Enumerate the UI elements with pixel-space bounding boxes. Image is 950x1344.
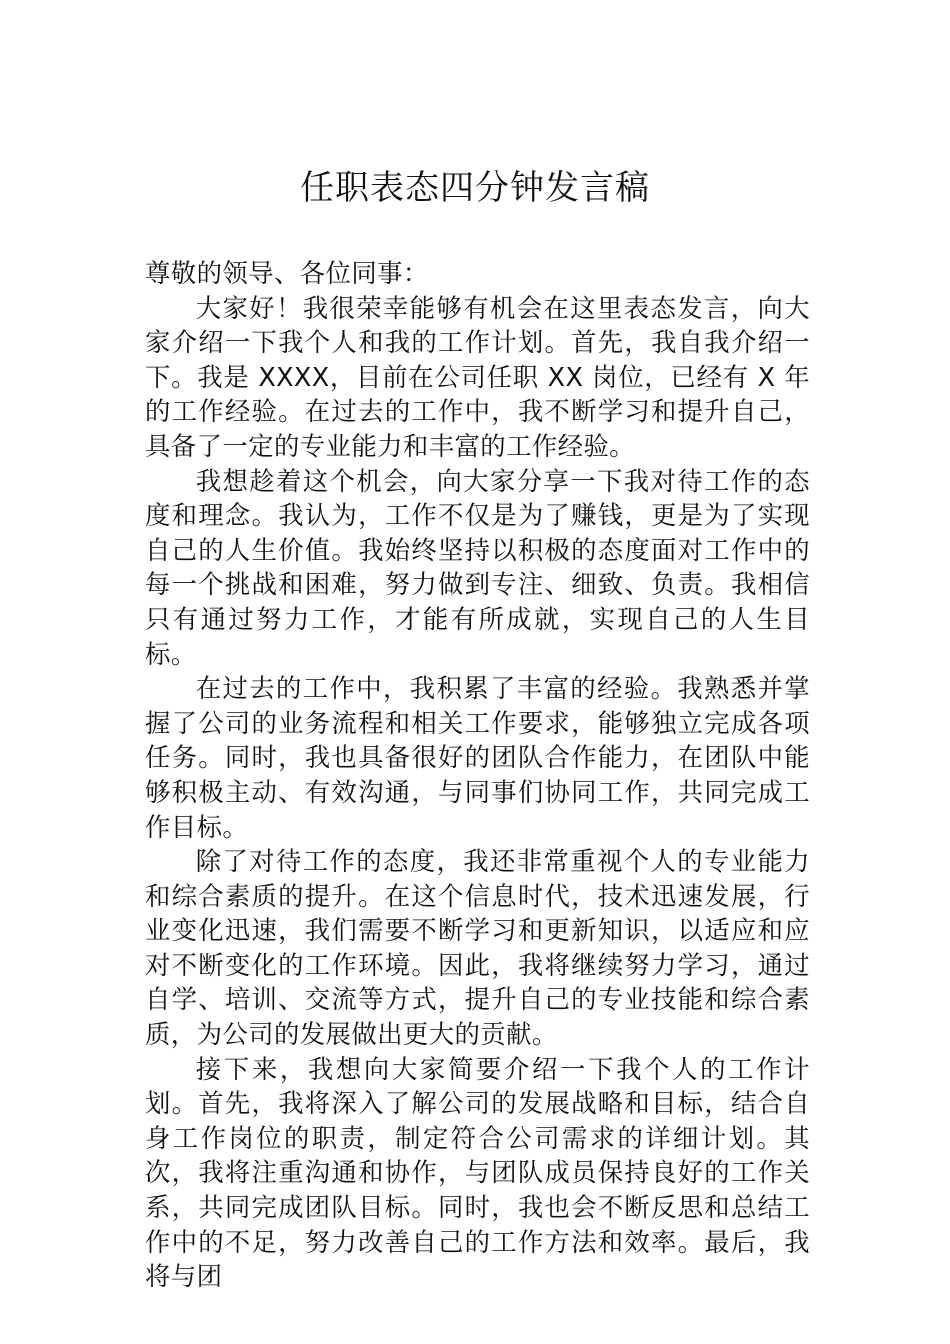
document-body [145,256,810,1294]
paragraph-5: 接下来，我想向大家简要介绍一下我个人的工作计划。首先，我将深入了解公司的发展战略和目标，结合自身工作岗位的职责，制定符合公司需求的详细计划。其次，我将注重沟通和协作，与团队成员保持良好的工作关系，共同完成团队目标。同时，我也会不断反思和总结工作中的不足，努力改善自己的工作方法和效率。最后，我将与团 [145,1053,810,1292]
paragraph-3: 在过去的工作中，我积累了丰富的经验。我熟悉并掌握了公司的业务流程和相关工作要求，能够独立完成各项任务。同时，我也具备很好的团队合作能力，在团队中能够积极主动、有效沟通，与同事们协同工作，共同完成工作目标。 [145,673,810,842]
salutation: 尊敬的领导、各位同事： [145,258,429,288]
paragraph-4: 除了对待工作的态度，我还非常重视个人的专业能力和综合素质的提升。在这个信息时代，技术迅速发展，行业变化迅速，我们需要不断学习和更新知识，以适应和应对不断变化的工作环境。因此，我将继续努力学习，通过自学、培训、交流等方式，提升自己的专业技能和综合素质，为公司的发展做出更大的贡献。 [145,846,810,1050]
document-title: 任职表态四分钟发言稿 [300,168,650,208]
paragraph-2: 我想趁着这个机会，向大家分享一下我对待工作的态度和理念。我认为，工作不仅是为了赚钱，更是为了实现自己的人生价值。我始终坚持以积极的态度面对工作中的每一个挑战和困难，努力做到专注、细致、负责。我相信只有通过努力工作，才能有所成就，实现自己的人生目标。 [145,465,810,669]
paragraph-1: 大家好！我很荣幸能够有机会在这里表态发言，向大家介绍一下我个人和我的工作计划。首先，我自我介绍一下。我是 XXXX，目前在公司任职 XX 岗位，已经有 X 年的工作经验。在过去的工作中，我不断学习和提升自己，具备了一定的专业能力和丰富的工作经验。 [145,292,810,461]
